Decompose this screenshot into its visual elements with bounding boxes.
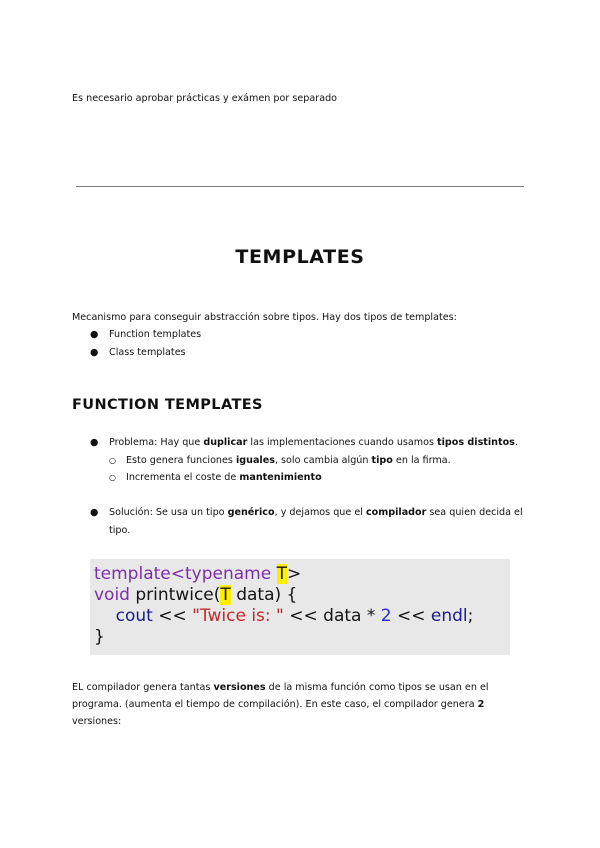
page-title: TEMPLATES [235,246,365,268]
code-punct: > [286,564,302,584]
code-identifier: cout [115,606,153,626]
bullet-icon: ● [90,346,99,358]
code-line [94,564,506,585]
sub-bullet-icon: ○ [109,455,116,465]
sub-text: Esto genera funciones [126,454,236,466]
bullet-icon: ● [90,329,99,340]
solution-text: , y dejamos que el [274,507,366,518]
code-text: << data * [283,606,381,626]
problem-item [90,434,530,487]
code-line: } [94,627,105,647]
list-item-label: Function templates [109,329,202,340]
problem-text: las implementaciones cuando usamos [247,437,438,448]
code-number: 2 [380,606,392,626]
problem-bold: tipos distintos [437,437,515,448]
code-keyword: template [94,564,171,584]
code-highlight-type: T [276,564,287,584]
code-operator: << [152,606,193,626]
sub-text: , solo cambia algún [274,454,372,466]
sub-bullet-icon: ○ [109,473,116,482]
list-item [90,326,201,344]
code-operator: << [391,606,431,626]
final-bold: 2 [477,699,485,710]
code-highlight-type: T [220,585,231,605]
solution-bold: compilador [365,507,427,518]
final-text-part: EL compilador genera tantas [72,682,214,693]
list-item [90,344,201,362]
mechanism-text: Mecanismo para conseguir abstracción sobre tipos. Hay dos tipos de templates: [72,312,457,323]
sub-bold: iguales [235,454,275,466]
section-heading: FUNCTION TEMPLATES [72,397,263,413]
solution-item [90,504,530,539]
solution-text: sea quien decida el tipo. [109,507,523,536]
final-text [72,679,532,730]
code-text: printwice( [129,585,221,605]
solution-text: Solución: Se usa un tipo [109,507,228,518]
code-line [94,606,506,627]
problem-text: . [514,437,518,448]
problem-bold: duplicar [203,437,248,448]
sub-bold: tipo [371,454,393,466]
sub-bold: mantenimiento [239,472,322,483]
code-space [271,564,276,584]
list-item-label: Class templates [109,346,186,358]
code-text: data) { [230,585,298,605]
code-keyword: void [94,585,130,605]
code-line [94,585,506,606]
code-punct: < [170,564,185,584]
code-keyword: typename [185,564,272,584]
problem-text: Problema: Hay que [109,437,204,448]
horizontal-divider [76,186,524,187]
final-text-part: de la misma función como tipos se usan en el programa. (aumenta el tiempo de compilación). En este caso, el compilador genera [72,682,489,710]
bullet-icon: ● [90,437,99,448]
solution-bold: genérico [227,507,275,518]
template-types-list [90,326,201,361]
sub-text: en la firma. [392,454,451,466]
sub-item [109,452,530,470]
sub-item [109,469,530,487]
problem-list [90,434,530,487]
code-punct: ; [467,606,474,626]
final-text-part: versiones: [72,716,122,727]
problem-sublist [109,452,530,487]
bullet-icon: ● [90,507,99,518]
code-indent [94,606,116,626]
code-string: "Twice is: " [192,606,284,626]
code-snippet [90,559,510,655]
intro-text: Es necesario aprobar prácticas y exámen por separado [72,93,338,104]
sub-text: Incrementa el coste de [126,472,240,483]
code-identifier: endl [430,606,468,626]
solution-list [90,504,530,539]
final-bold: versiones [213,682,266,693]
